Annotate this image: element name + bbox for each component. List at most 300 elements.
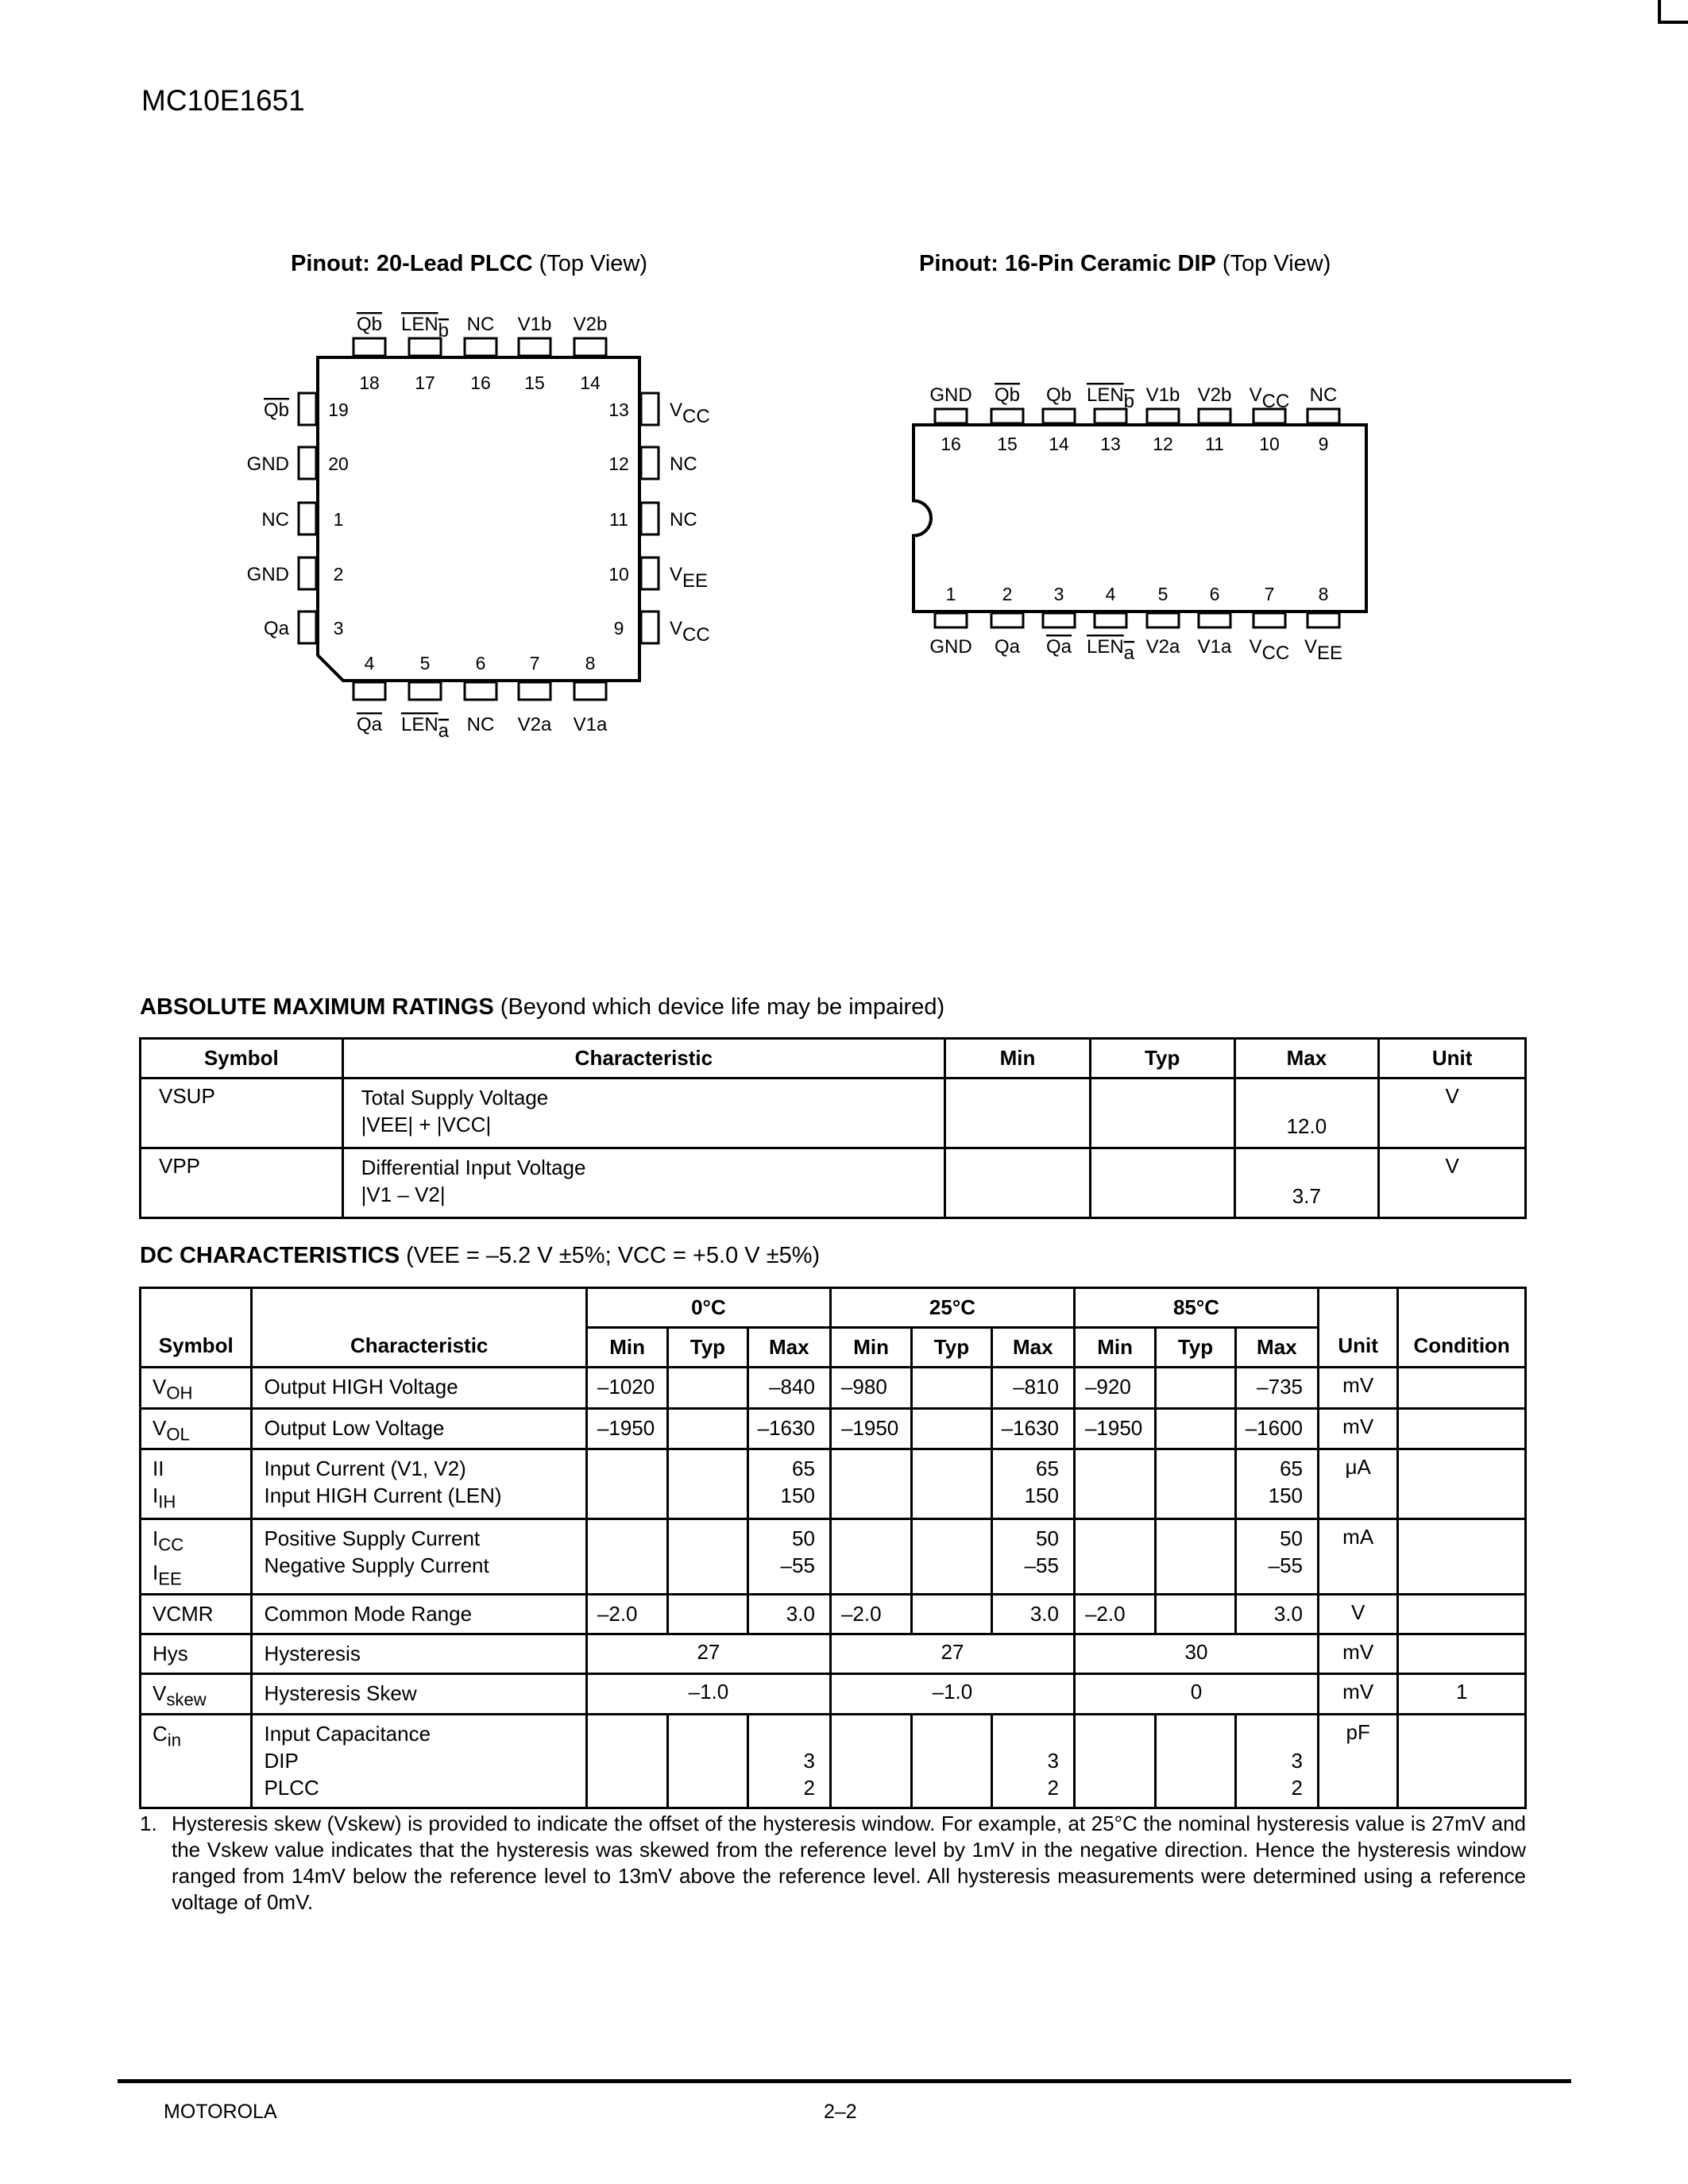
dc-char-line: Output Low Voltage xyxy=(264,1415,445,1440)
dc-condition xyxy=(1398,1715,1526,1808)
dc-typ-value xyxy=(668,1594,747,1634)
plcc-pin-top xyxy=(574,338,606,356)
dc-typ-value xyxy=(668,1449,747,1519)
dc-title xyxy=(140,1243,820,1269)
dc-char xyxy=(252,1594,586,1634)
dc-h-condition: Condition xyxy=(1398,1288,1526,1368)
dc-condition: 1 xyxy=(1398,1673,1526,1715)
dc-cell-spacer xyxy=(677,1720,738,1747)
dc-condition xyxy=(1398,1519,1526,1594)
plcc-pin-left xyxy=(299,612,316,643)
plcc-pin-number: 18 xyxy=(359,372,380,393)
dc-h-char: Characteristic xyxy=(252,1288,586,1368)
abs-char-line2: |VEE| + |VCC| xyxy=(361,1113,492,1136)
dc-unit: mV xyxy=(1319,1634,1398,1673)
plcc-pin-number: 1 xyxy=(333,509,344,530)
plcc-pin-label: VEE xyxy=(670,564,709,592)
dc-cell-line: –980 xyxy=(840,1375,887,1399)
dip-pin-label: V1a xyxy=(1197,636,1232,658)
abs-h-typ: Typ xyxy=(1090,1039,1234,1078)
dc-cell-line: –2.0 xyxy=(840,1601,882,1626)
dc-char-line: Common Mode Range xyxy=(264,1601,473,1626)
table-row xyxy=(141,1594,1526,1634)
dip-pin-label: VEE xyxy=(1304,636,1343,664)
dip-pin-label: NC xyxy=(1309,384,1338,406)
dc-typ-value: 27 xyxy=(586,1634,830,1673)
dc-typ-value xyxy=(1156,1449,1235,1519)
dc-max-value xyxy=(747,1368,830,1409)
plcc-pin-label: VCC xyxy=(670,618,710,646)
dc-typ-value: 30 xyxy=(1074,1634,1318,1673)
dc-unit: mA xyxy=(1319,1519,1398,1594)
dc-unit: mV xyxy=(1319,1408,1398,1449)
dc-cell-spacer xyxy=(1085,1720,1146,1747)
plcc-pin-top xyxy=(519,338,550,356)
dc-symbol-line1: $V_{OH}$ xyxy=(153,1375,193,1403)
dc-h-min: Min xyxy=(1074,1328,1155,1368)
dc-typ-value xyxy=(1156,1408,1235,1449)
plcc-pin-number: 11 xyxy=(609,509,628,530)
dip-pin-top xyxy=(1095,409,1126,423)
dc-cell-line: 50 xyxy=(1280,1526,1303,1551)
dip-pin-number: 4 xyxy=(1105,584,1116,604)
dc-title-bold: DC CHARACTERISTICS xyxy=(140,1243,400,1268)
dc-title-rest: (VEE = –5.2 V ±5%; VCC = +5.0 V ±5%) xyxy=(406,1243,821,1268)
abs-h-max: Max xyxy=(1234,1039,1379,1078)
footer-page-number: 2–2 xyxy=(824,2101,857,2123)
dc-typ-value xyxy=(912,1368,991,1409)
plcc-pin-number: 2 xyxy=(333,564,344,585)
dc-cell-line: 65 xyxy=(1036,1457,1059,1481)
dc-cell-line: 65 xyxy=(792,1457,815,1481)
dc-cell-line: –2.0 xyxy=(1084,1601,1126,1626)
dip-pin-label: VCC xyxy=(1249,636,1290,664)
plcc-pin-bottom xyxy=(409,682,441,700)
plcc-pin-number: 6 xyxy=(475,653,486,673)
abs-h-char: Characteristic xyxy=(342,1039,945,1078)
dc-symbol-line1: $V_{skew}$ xyxy=(153,1680,207,1710)
dc-char-line: Input Capacitance xyxy=(264,1722,431,1746)
dc-max-value xyxy=(747,1519,830,1594)
dc-cell-line: 2 xyxy=(1047,1776,1059,1800)
abs-max-title-bold: ABSOLUTE MAXIMUM RATINGS xyxy=(140,994,494,1020)
footnote-number: 1. xyxy=(140,1812,157,1835)
dc-min-value xyxy=(586,1368,667,1409)
dc-typ-value xyxy=(1156,1715,1235,1808)
dip-pin-number: 15 xyxy=(997,434,1018,454)
plcc-pin-label: GND xyxy=(246,564,289,585)
table-row xyxy=(141,1148,1526,1218)
abs-char-line1: Differential Input Voltage xyxy=(361,1156,586,1179)
dc-typ-value: –1.0 xyxy=(586,1673,830,1715)
dc-symbol xyxy=(141,1634,252,1673)
plcc-pin-number: 19 xyxy=(328,399,349,420)
abs-char xyxy=(342,1078,945,1148)
dc-cell-line: –1630 xyxy=(1001,1415,1059,1440)
dc-typ-value xyxy=(912,1594,991,1634)
dc-h-typ: Typ xyxy=(668,1328,747,1368)
dip-pin-number: 16 xyxy=(941,434,961,454)
dc-max-value xyxy=(991,1715,1074,1808)
footnote-text: Hysteresis skew (Vskew) is provided to indicate the offset of the hysteresis window. For example, at 25°C the nominal hysteresis value is 27mV and the Vskew value indicates that the hysteresis was skewed from the reference level by 1mV in the negative direction. Hence the hysteresis window ranged from 14mV below the reference level to 13mV above the reference level. All hysteresis measurements were determined using a reference voltage of 0mV. xyxy=(172,1812,1526,1914)
dc-min-value xyxy=(830,1519,911,1594)
dc-min-value xyxy=(586,1715,667,1808)
dc-unit: μA xyxy=(1319,1449,1398,1519)
plcc-pin-label: Qb xyxy=(263,399,289,421)
dip-diagram xyxy=(906,373,1382,675)
plcc-pin-number: 7 xyxy=(529,653,540,673)
dc-typ-value xyxy=(1156,1519,1235,1594)
dc-unit: V xyxy=(1319,1594,1398,1634)
dc-h-max: Max xyxy=(747,1328,830,1368)
abs-typ xyxy=(1090,1148,1234,1218)
dc-max-value xyxy=(991,1368,1074,1409)
dc-cell-line: –55 xyxy=(1268,1553,1303,1578)
plcc-diagram xyxy=(238,294,715,747)
dip-pin-number: 11 xyxy=(1205,434,1224,454)
abs-char xyxy=(342,1148,945,1218)
dc-typ-value xyxy=(912,1408,991,1449)
plcc-pin-top xyxy=(409,338,441,356)
dc-condition xyxy=(1398,1634,1526,1673)
dip-pin-number: 14 xyxy=(1049,434,1069,454)
abs-char-line2: |V1 – V2| xyxy=(361,1183,446,1206)
dc-symbol xyxy=(141,1594,252,1634)
dip-pin-top xyxy=(935,409,967,423)
dip-pin-top xyxy=(1308,409,1339,423)
dc-min-value xyxy=(830,1408,911,1449)
corner-mark xyxy=(1658,0,1688,24)
dc-cell-line: –920 xyxy=(1084,1375,1131,1399)
dip-pin-label: Qb xyxy=(1045,384,1072,406)
dc-cell-line: –2.0 xyxy=(597,1601,638,1626)
plcc-pin-number: 4 xyxy=(364,653,375,673)
dc-max-value xyxy=(747,1449,830,1519)
dc-symbol-line1: II xyxy=(153,1457,164,1481)
plcc-pin-number: 5 xyxy=(419,653,431,673)
dip-pin-label: V2b xyxy=(1197,384,1232,406)
dip-pin-label: Qa xyxy=(1045,636,1072,658)
dc-h-typ: Typ xyxy=(912,1328,991,1368)
dc-cell-line: 3.0 xyxy=(786,1601,815,1626)
dip-pin-number: 8 xyxy=(1318,584,1329,604)
dc-condition xyxy=(1398,1594,1526,1634)
plcc-pin-label: V2a xyxy=(517,714,552,735)
dc-max-value xyxy=(747,1715,830,1808)
dc-char xyxy=(252,1449,586,1519)
dc-h-max: Max xyxy=(991,1328,1074,1368)
dip-pin-number: 13 xyxy=(1100,434,1121,454)
dc-min-value xyxy=(586,1449,667,1519)
dc-condition xyxy=(1398,1449,1526,1519)
dip-pin-top xyxy=(1043,409,1075,423)
dc-min-value xyxy=(1074,1519,1155,1594)
plcc-pin-bottom xyxy=(465,682,496,700)
dc-cell-line: 150 xyxy=(780,1484,815,1508)
dc-cell-line: 3 xyxy=(803,1749,815,1773)
plcc-pin-number: 3 xyxy=(333,618,344,639)
table-row xyxy=(141,1715,1526,1808)
plcc-pin-left xyxy=(299,558,316,589)
dc-max-value xyxy=(747,1408,830,1449)
plcc-pin-right xyxy=(641,612,659,643)
dc-cell-line: –1020 xyxy=(597,1375,655,1399)
footer-brand: MOTOROLA xyxy=(164,2101,277,2123)
dc-cell-line: –810 xyxy=(1013,1375,1059,1399)
dc-table xyxy=(139,1287,1527,1809)
plcc-pin-number: 9 xyxy=(613,618,624,639)
dip-pin-number: 5 xyxy=(1157,584,1168,604)
dc-cell-spacer xyxy=(1245,1720,1303,1747)
dc-cell-line: –1630 xyxy=(757,1415,815,1440)
dc-cell-spacer xyxy=(1001,1720,1059,1747)
dc-max-value xyxy=(991,1449,1074,1519)
dc-max-value xyxy=(991,1594,1074,1634)
abs-char-line1: Total Supply Voltage xyxy=(361,1086,549,1109)
dc-cell-line: 2 xyxy=(1291,1776,1303,1800)
plcc-pin-top xyxy=(465,338,496,356)
abs-symbol: VPP xyxy=(141,1148,343,1218)
dc-header-row-temps xyxy=(141,1288,1526,1328)
dc-cell-line: 3 xyxy=(1047,1749,1059,1773)
plcc-pin-bottom xyxy=(574,682,606,700)
dip-pin-bottom xyxy=(1043,613,1075,627)
abs-h-unit: Unit xyxy=(1379,1039,1526,1078)
abs-h-min: Min xyxy=(945,1039,1091,1078)
plcc-pin-top xyxy=(353,338,385,356)
dc-cell-spacer xyxy=(597,1720,659,1747)
plcc-pin-left xyxy=(299,393,316,425)
dip-pin-label: LENb xyxy=(1086,384,1135,412)
plcc-pin-number: 13 xyxy=(608,399,629,420)
dc-symbol xyxy=(141,1408,252,1449)
dc-h-unit: Unit xyxy=(1319,1288,1398,1368)
plcc-pin-label: VCC xyxy=(670,399,710,427)
dc-cell-line: 65 xyxy=(1280,1457,1303,1481)
abs-h-symbol: Symbol xyxy=(141,1039,343,1078)
dip-title-rest: (Top View) xyxy=(1215,251,1331,276)
dc-char xyxy=(252,1408,586,1449)
dc-cell-line: 3.0 xyxy=(1273,1601,1303,1626)
dc-max-value xyxy=(1235,1408,1318,1449)
dc-h-temp: 85°C xyxy=(1074,1288,1318,1328)
plcc-pin-right xyxy=(641,503,659,534)
abs-max: 3.7 xyxy=(1234,1148,1379,1218)
dip-pin-label: GND xyxy=(929,636,972,658)
dc-typ-value xyxy=(912,1715,991,1808)
plcc-pin-right xyxy=(641,558,659,589)
table-row xyxy=(141,1078,1526,1148)
plcc-pin-number: 20 xyxy=(328,453,349,474)
dc-min-value xyxy=(830,1594,911,1634)
dc-cell-line: 150 xyxy=(1024,1484,1059,1508)
dc-h-min: Min xyxy=(830,1328,911,1368)
dip-pin-bottom xyxy=(1308,613,1339,627)
abs-typ xyxy=(1090,1078,1234,1148)
dc-symbol xyxy=(141,1673,252,1715)
dip-pin-top xyxy=(1199,409,1230,423)
dc-min-value xyxy=(586,1594,667,1634)
abs-unit: V xyxy=(1379,1078,1526,1148)
dc-max-value xyxy=(747,1594,830,1634)
plcc-pin-label: GND xyxy=(246,453,289,475)
dc-char xyxy=(252,1634,586,1673)
dip-pin-number: 6 xyxy=(1209,584,1220,604)
abs-max-header-row xyxy=(141,1039,1526,1078)
dc-symbol-line1: $C_{in}$ xyxy=(153,1722,181,1750)
dip-title xyxy=(919,251,1331,277)
dip-pin-number: 3 xyxy=(1053,584,1064,604)
dc-cell-line: 2 xyxy=(803,1776,815,1800)
dc-h-symbol: Symbol xyxy=(141,1288,252,1368)
dip-pin-number: 2 xyxy=(1002,584,1013,604)
dc-typ-value xyxy=(668,1368,747,1409)
table-row xyxy=(141,1673,1526,1715)
dc-symbol-line2: $I_{EE}$ xyxy=(153,1560,182,1589)
dc-char-line: PLCC xyxy=(264,1776,319,1800)
dc-typ-value: 0 xyxy=(1074,1673,1318,1715)
dc-symbol xyxy=(141,1715,252,1808)
part-number: MC10E1651 xyxy=(141,84,305,117)
dc-cell-line: –1950 xyxy=(597,1415,655,1440)
dc-char-line: Hysteresis Skew xyxy=(264,1680,417,1705)
plcc-pin-number: 16 xyxy=(470,372,491,393)
table-row xyxy=(141,1368,1526,1409)
dc-char xyxy=(252,1519,586,1594)
plcc-pin-bottom xyxy=(519,682,550,700)
dc-min-value xyxy=(830,1449,911,1519)
plcc-pin-label: NC xyxy=(670,509,697,531)
dc-min-value xyxy=(1074,1368,1155,1409)
plcc-pin-label: V1a xyxy=(573,714,608,735)
dc-char xyxy=(252,1368,586,1409)
dc-min-value xyxy=(1074,1715,1155,1808)
plcc-pin-right xyxy=(641,447,659,479)
dc-symbol-line1: $I_{CC}$ xyxy=(153,1526,184,1555)
dc-char xyxy=(252,1715,586,1808)
dc-min-value xyxy=(1074,1594,1155,1634)
plcc-pin-label: NC xyxy=(670,453,697,475)
dc-condition xyxy=(1398,1368,1526,1409)
dc-cell-spacer xyxy=(757,1720,815,1747)
dc-min-value xyxy=(830,1368,911,1409)
dc-unit: mV xyxy=(1319,1368,1398,1409)
dc-cell-line: 3 xyxy=(1291,1749,1303,1773)
dip-pin-label: Qa xyxy=(994,636,1021,658)
dip-pin-number: 12 xyxy=(1153,434,1173,454)
dc-cell-line: 50 xyxy=(1036,1526,1059,1551)
dc-char-line: Hysteresis xyxy=(264,1641,361,1665)
dc-symbol xyxy=(141,1449,252,1519)
plcc-pin-number: 12 xyxy=(608,453,629,474)
dip-pin-top xyxy=(1147,409,1179,423)
dip-pin-bottom xyxy=(1253,613,1285,627)
dc-max-value xyxy=(1235,1449,1318,1519)
plcc-pin-left xyxy=(299,503,316,534)
dip-pin-bottom xyxy=(1095,613,1126,627)
dc-typ-value xyxy=(668,1408,747,1449)
dc-min-value xyxy=(1074,1408,1155,1449)
abs-symbol: VSUP xyxy=(141,1078,343,1148)
dip-body xyxy=(914,425,1366,612)
dc-char-line: Positive Supply Current xyxy=(264,1526,481,1551)
dc-cell-line: –840 xyxy=(769,1375,815,1399)
abs-max-table xyxy=(139,1037,1527,1219)
plcc-pin-label: Qa xyxy=(263,618,289,639)
abs-max-title-rest: (Beyond which device life may be impaired) xyxy=(493,994,945,1020)
plcc-title-bold: Pinout: 20-Lead PLCC xyxy=(291,251,533,276)
dc-typ-value xyxy=(668,1715,747,1808)
dc-cell-line: –55 xyxy=(1024,1553,1059,1578)
plcc-pin-number: 10 xyxy=(608,564,629,585)
table-row xyxy=(141,1449,1526,1519)
dc-symbol-line1: $V_{OL}$ xyxy=(153,1415,190,1445)
dc-typ-value: 27 xyxy=(830,1634,1074,1673)
dc-symbol xyxy=(141,1519,252,1594)
dip-pin-label: Qb xyxy=(994,384,1021,406)
dc-symbol-line2: $I_{IH}$ xyxy=(153,1484,176,1512)
dc-cell-line: –55 xyxy=(780,1553,815,1578)
plcc-pin-label: NC xyxy=(261,509,289,531)
dip-pin-number: 7 xyxy=(1264,584,1275,604)
plcc-pin-label: Qb xyxy=(356,314,383,335)
dip-pin-number: 10 xyxy=(1259,434,1280,454)
dc-symbol-line1: Hys xyxy=(153,1641,188,1665)
plcc-pin-label: Qa xyxy=(356,714,383,735)
dc-cell-line: –735 xyxy=(1257,1375,1303,1399)
abs-min xyxy=(945,1078,1091,1148)
dc-typ-value xyxy=(912,1449,991,1519)
dip-pin-bottom xyxy=(935,613,967,627)
dc-min-value xyxy=(830,1715,911,1808)
plcc-pin-label: LENa xyxy=(400,714,450,742)
dc-condition xyxy=(1398,1408,1526,1449)
dc-symbol xyxy=(141,1368,252,1409)
dc-h-temp: 25°C xyxy=(830,1288,1074,1328)
dc-typ-value xyxy=(912,1519,991,1594)
dip-title-bold: Pinout: 16-Pin Ceramic DIP xyxy=(919,251,1216,276)
dc-char-line: Negative Supply Current xyxy=(264,1553,489,1578)
dc-h-typ: Typ xyxy=(1156,1328,1235,1368)
table-row xyxy=(141,1408,1526,1449)
plcc-pin-label: V2b xyxy=(573,314,608,335)
table-row xyxy=(141,1519,1526,1594)
dc-cell-line: 150 xyxy=(1268,1484,1303,1508)
plcc-pin-number: 14 xyxy=(580,372,601,393)
dc-h-max: Max xyxy=(1235,1328,1318,1368)
plcc-pin-right xyxy=(641,393,659,425)
plcc-pin-label: LENb xyxy=(400,314,450,341)
dc-symbol-line1: VCMR xyxy=(153,1601,214,1626)
table-row xyxy=(141,1634,1526,1673)
dc-char-line: Output HIGH Voltage xyxy=(264,1375,458,1399)
dip-pin-bottom xyxy=(1199,613,1230,627)
dc-typ-value xyxy=(1156,1594,1235,1634)
plcc-pin-label: NC xyxy=(466,714,495,735)
plcc-pin-label: NC xyxy=(466,314,495,335)
plcc-title-rest: (Top View) xyxy=(532,251,648,276)
dc-max-value xyxy=(1235,1368,1318,1409)
dip-pin-number: 1 xyxy=(945,584,956,604)
dc-min-value xyxy=(586,1519,667,1594)
dc-cell-line: –1950 xyxy=(1084,1415,1143,1440)
plcc-body xyxy=(318,357,639,681)
plcc-pin-label: V1b xyxy=(517,314,552,335)
dip-pin-top xyxy=(991,409,1023,423)
dip-pin-label: GND xyxy=(929,384,972,406)
dip-pin-label: V1b xyxy=(1145,384,1180,406)
abs-min xyxy=(945,1148,1091,1218)
